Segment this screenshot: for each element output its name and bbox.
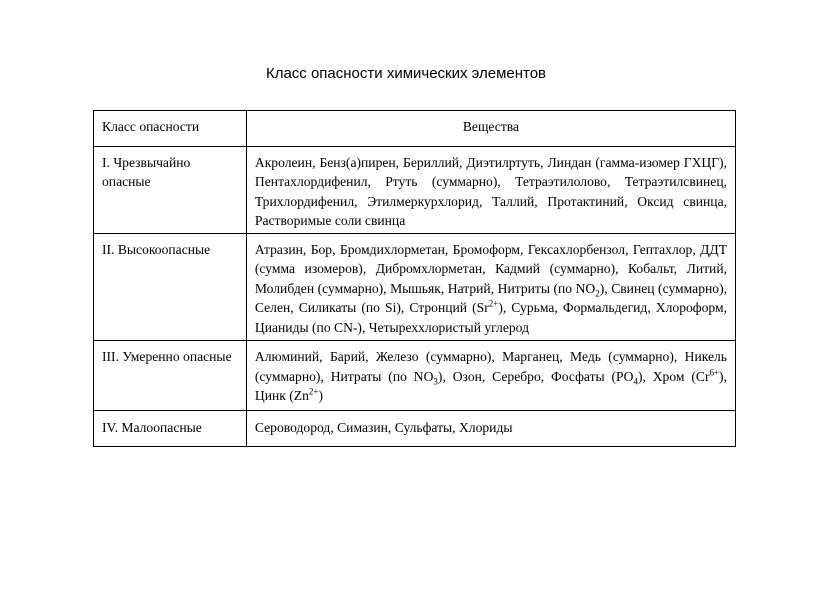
hazard-class-cell: I. Чрезвычайно опасные — [94, 146, 247, 233]
substances-cell — [246, 233, 735, 341]
substances-cell — [246, 341, 735, 411]
superscript: 6+ — [709, 366, 720, 377]
superscript: 2+ — [308, 386, 319, 397]
column-header-substances: Вещества — [246, 111, 735, 147]
subscript: 3 — [433, 376, 438, 387]
table-row — [94, 233, 736, 341]
table-row — [94, 146, 736, 233]
hazard-class-cell: II. Высокоопасные — [94, 233, 247, 341]
substances-text: Атразин, Бор, Бромдихлорметан, Бромоформ, Гексахлорбензол, Гептахлор, ДДТ (сумма изомеров), Дибромхлорметан, Кадмий (суммарно), Кобальт, Литий, Молибден (суммарно), Мышьяк, Натрий, Нитриты (по NO — [254, 241, 727, 296]
substances-cell: Акролеин, Бенз(а)пирен, Бериллий, Диэтилртуть, Линдан (гамма-изомер ГХЦГ), Пентахлордифенил, Ртуть (суммарно), Тетраэтилолово, Тетраэтилсвинец, Трихлордифенил, Этилмеркурхлорид, Таллий, Протактиний, Оксид свинца, Растворимые соли свинца — [246, 146, 735, 233]
table-header-row — [94, 111, 736, 147]
column-header-hazard-class: Класс опасности — [94, 111, 247, 147]
table-row — [94, 341, 736, 411]
hazard-class-cell: III. Умеренно опасные — [94, 341, 247, 411]
table-row — [94, 410, 736, 447]
substances-text: ), Свинец (суммарно), Селен, Силикаты (по Si), Стронций (Sr — [254, 280, 727, 315]
hazard-class-table — [93, 110, 736, 447]
substances-text: ) — [318, 388, 323, 403]
substances-text: ), Сурьма, Формальдегид, Хлороформ, Цианиды (по CN-), Четыреххлористый углерод — [254, 300, 727, 335]
subscript: 4 — [633, 376, 638, 387]
substances-cell: Сероводород, Симазин, Сульфаты, Хлориды — [246, 410, 735, 447]
substances-text: ), Озон, Серебро, Фосфаты (PO — [437, 368, 634, 384]
superscript: 2+ — [488, 298, 499, 309]
substances-text: ), Хром (Cr — [637, 368, 710, 384]
hazard-class-cell: IV. Малоопасные — [94, 410, 247, 447]
page-title: Класс опасности химических элементов — [265, 65, 547, 82]
substances-text: ), Цинк (Zn — [254, 368, 727, 403]
substances-text: Алюминий, Барий, Железо (суммарно), Марганец, Медь (суммарно), Никель (суммарно), Нитраты (по NO — [254, 349, 727, 384]
subscript: 2 — [595, 288, 600, 299]
